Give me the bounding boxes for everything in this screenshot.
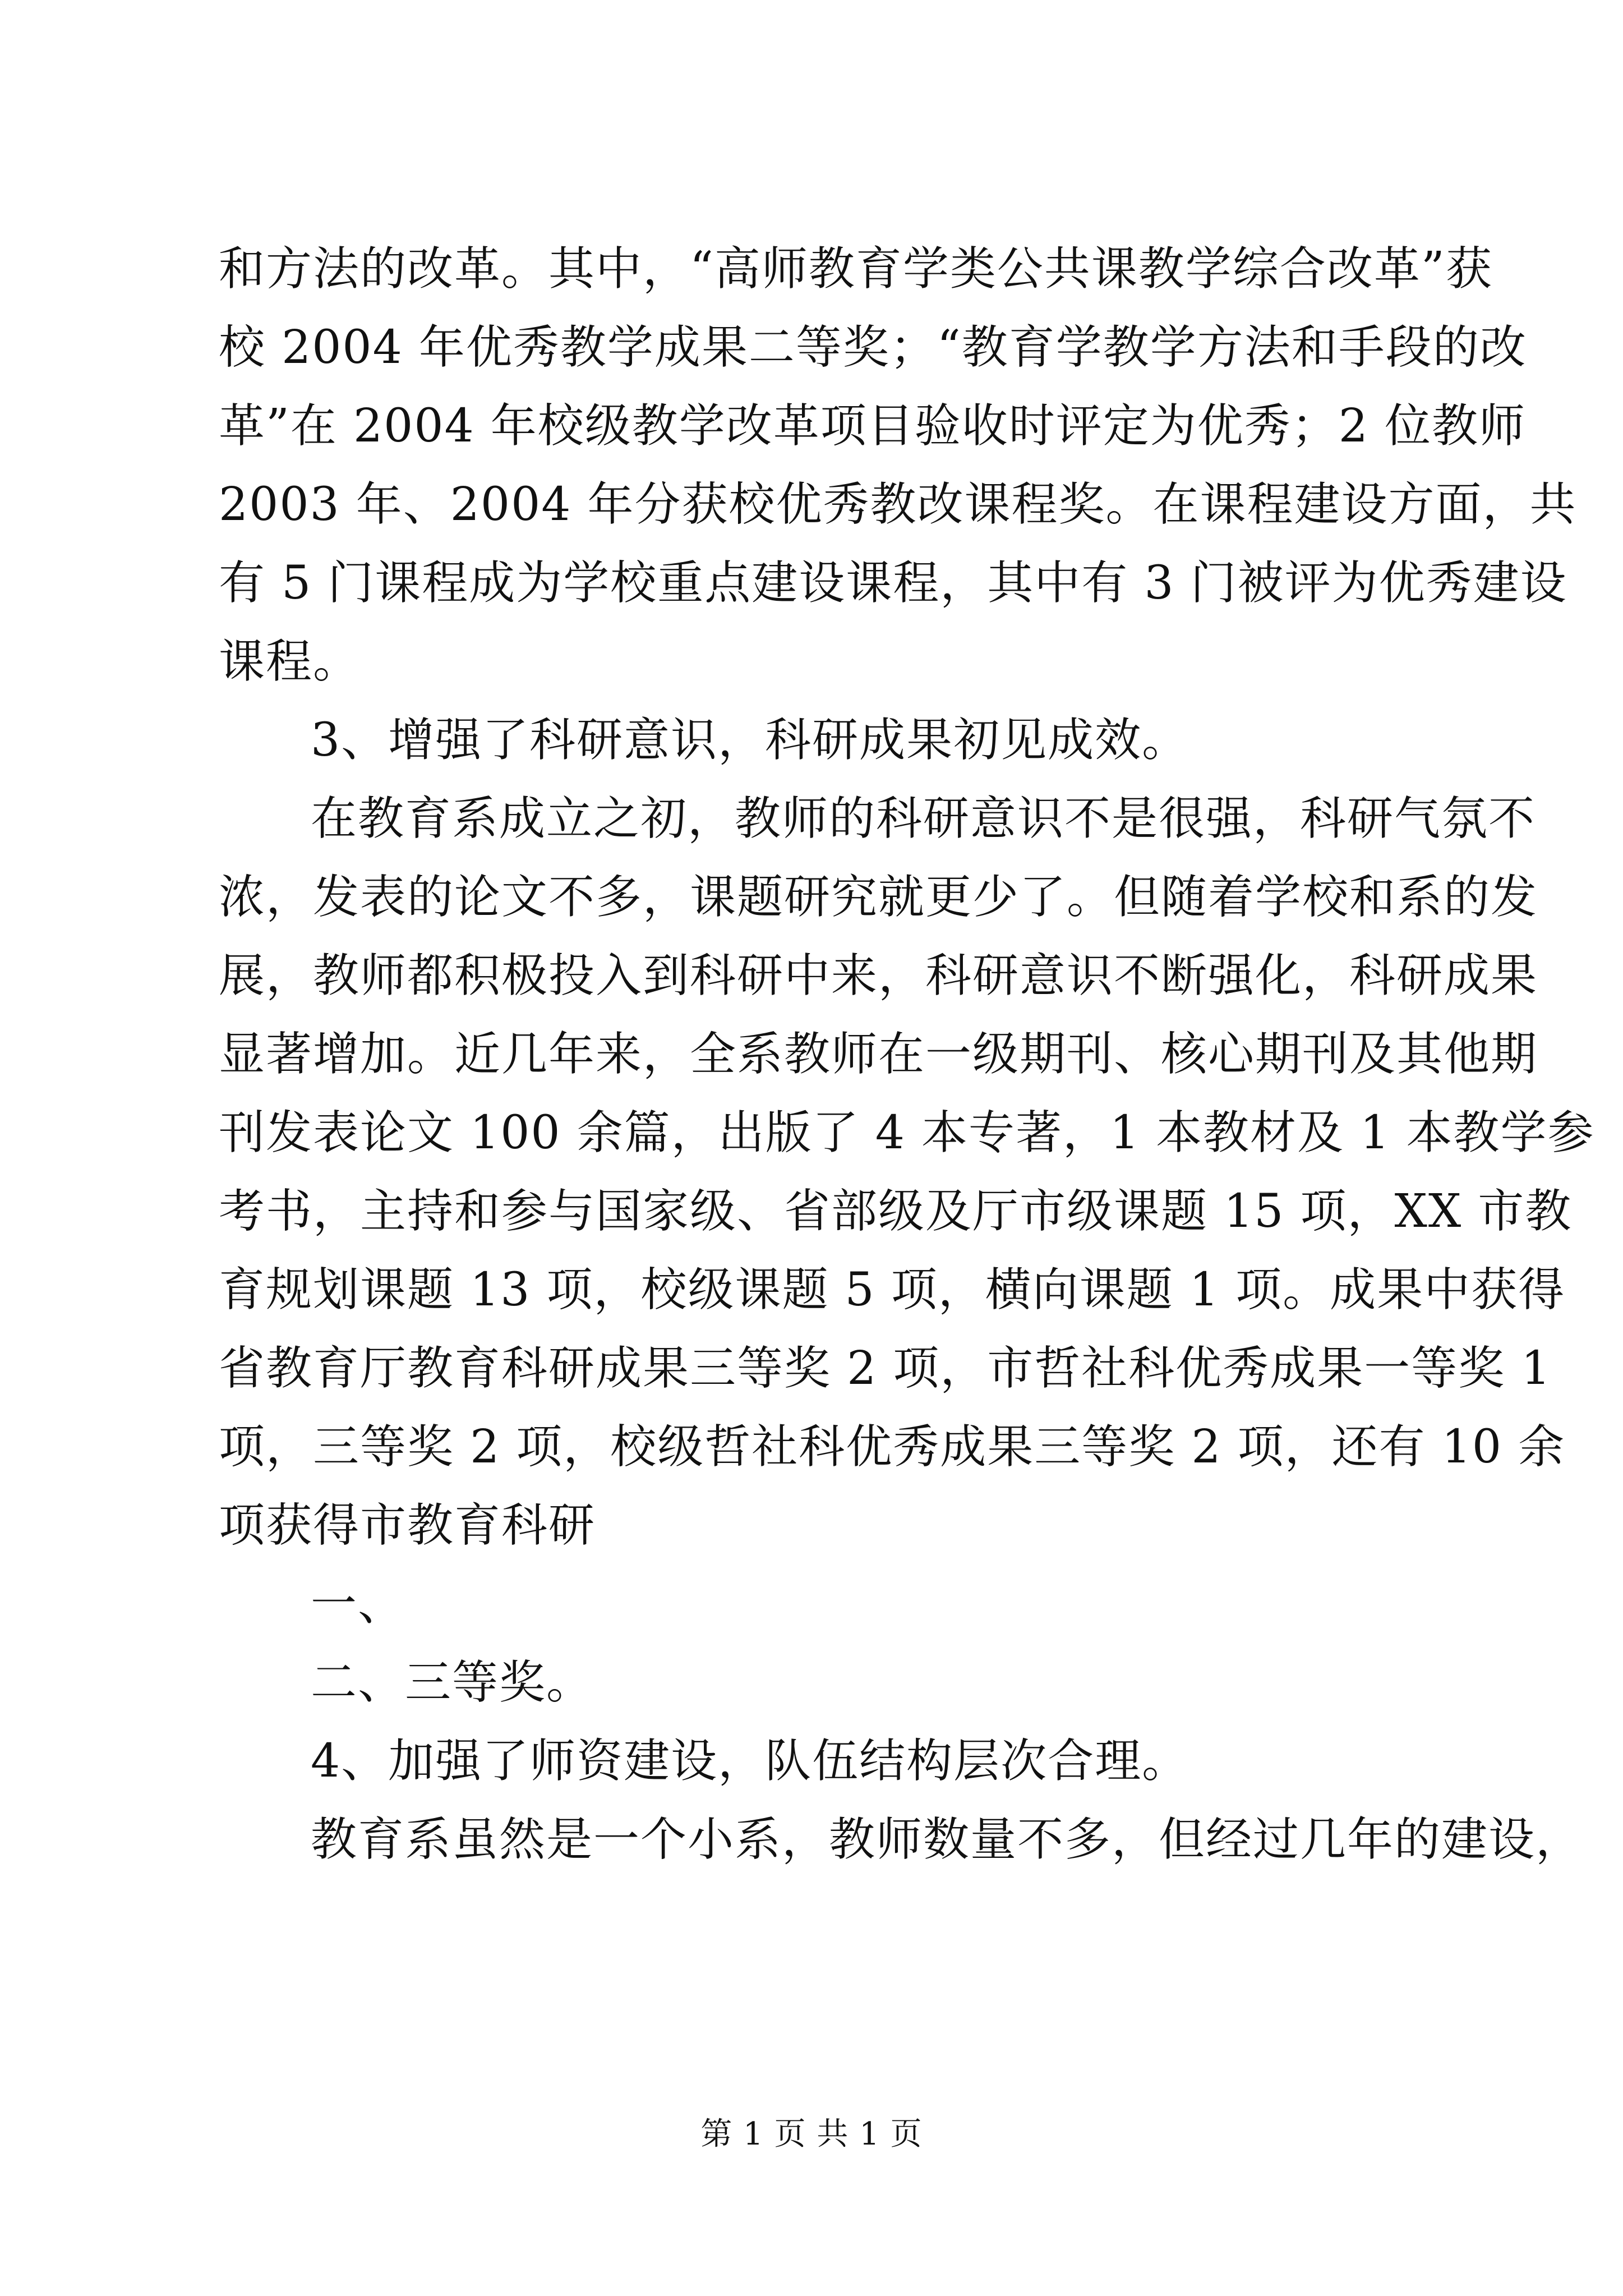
- text-line: 育规划课题 13 项，校级课题 5 项，横向课题 1 项。成果中获得: [219, 1263, 1566, 1317]
- text-line: 革”在 2004 年校级教学改革项目验收时评定为优秀；2 位教师: [219, 399, 1526, 453]
- text-line: 显著增加。近几年来，全系教师在一级期刊、核心期刊及其他期: [219, 1028, 1538, 1081]
- text-line: 和方法的改革。其中，“高师教育学类公共课教学综合改革”获: [219, 242, 1493, 296]
- text-line: 考书，主持和参与国家级、省部级及厅市级课题 15 项，XX 市教: [219, 1185, 1573, 1238]
- text-line: 省教育厅教育科研成果三等奖 2 项，市哲社科优秀成果一等奖 1: [219, 1342, 1552, 1395]
- text-line: 校 2004 年优秀教学成果二等奖；“教育学教学方法和手段的改: [219, 321, 1527, 374]
- text-line: 教育系虽然是一个小系，教师数量不多，但经过几年的建设，: [311, 1813, 1583, 1866]
- text-line: 展，教师都积极投入到科研中来，科研意识不断强化，科研成果: [219, 949, 1538, 1002]
- page-footer: 第 1 页 共 1 页: [700, 2116, 923, 2152]
- text-line: 在教育系成立之初，教师的科研意识不是很强，科研气氛不: [311, 792, 1536, 845]
- text-line: 2003 年、2004 年分获校优秀教改课程奖。在课程建设方面，共: [219, 478, 1577, 531]
- text-line: 3、增强了科研意识，科研成果初见成效。: [311, 714, 1189, 767]
- text-line: 刊发表论文 100 余篇，出版了 4 本专著，1 本教材及 1 本教学参: [219, 1106, 1595, 1159]
- text-line: 有 5 门课程成为学校重点建设课程，其中有 3 门被评为优秀建设: [219, 556, 1567, 610]
- text-line: 项，三等奖 2 项，校级哲社科优秀成果三等奖 2 项，还有 10 余: [219, 1420, 1566, 1474]
- text-line: 二、三等奖。: [311, 1656, 594, 1709]
- document-body: [219, 230, 1595, 1879]
- text-line: 课程。: [219, 635, 361, 688]
- text-line: 4、加强了师资建设，队伍结构层次合理。: [311, 1734, 1189, 1788]
- text-line: 项获得市教育科研: [219, 1499, 596, 1552]
- text-line: 浓，发表的论文不多，课题研究就更少了。但随着学校和系的发: [219, 871, 1538, 924]
- text-line: 一、: [311, 1577, 405, 1631]
